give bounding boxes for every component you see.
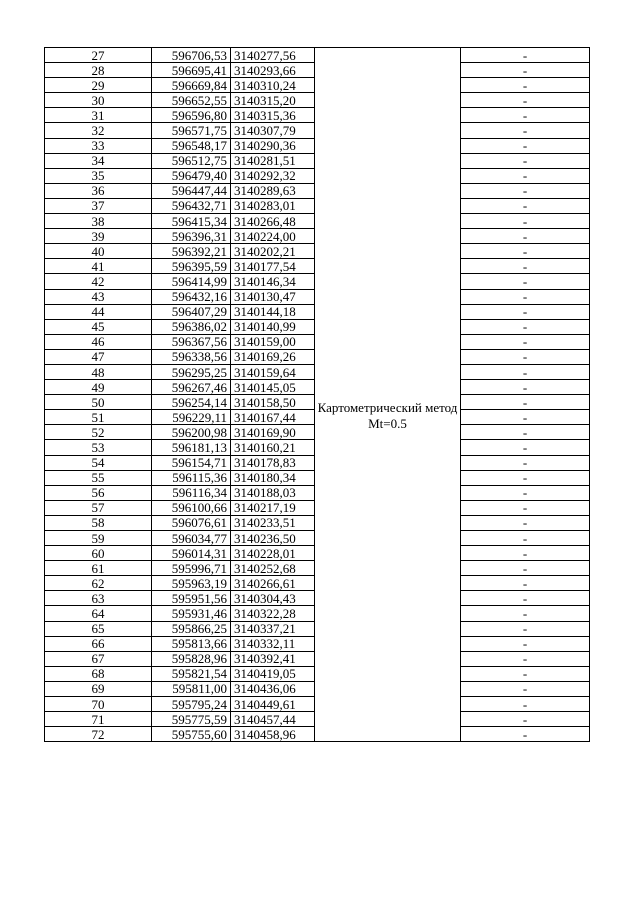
point-number-cell: 70 xyxy=(45,697,152,712)
note-cell: - xyxy=(461,63,590,78)
y-coordinate-cell: 3140224,00 xyxy=(231,229,315,244)
point-number-cell: 71 xyxy=(45,712,152,727)
point-number-cell: 33 xyxy=(45,138,152,153)
y-coordinate-cell: 3140146,34 xyxy=(231,274,315,289)
note-cell: - xyxy=(461,48,590,63)
y-coordinate-cell: 3140281,51 xyxy=(231,153,315,168)
note-cell: - xyxy=(461,334,590,349)
x-coordinate-cell: 595828,96 xyxy=(152,651,231,666)
y-coordinate-cell: 3140419,05 xyxy=(231,666,315,681)
x-coordinate-cell: 596392,21 xyxy=(152,244,231,259)
y-coordinate-cell: 3140236,50 xyxy=(231,531,315,546)
note-cell: - xyxy=(461,153,590,168)
point-number-cell: 40 xyxy=(45,244,152,259)
y-coordinate-cell: 3140228,01 xyxy=(231,546,315,561)
x-coordinate-cell: 596548,17 xyxy=(152,138,231,153)
table-row xyxy=(45,48,590,63)
x-coordinate-cell: 596669,84 xyxy=(152,78,231,93)
note-cell: - xyxy=(461,455,590,470)
x-coordinate-cell: 596447,44 xyxy=(152,183,231,198)
point-number-cell: 47 xyxy=(45,349,152,364)
note-cell: - xyxy=(461,410,590,425)
note-cell: - xyxy=(461,500,590,515)
y-coordinate-cell: 3140283,01 xyxy=(231,198,315,213)
x-coordinate-cell: 596706,53 xyxy=(152,48,231,63)
note-cell: - xyxy=(461,395,590,410)
note-cell: - xyxy=(461,697,590,712)
note-cell: - xyxy=(461,183,590,198)
point-number-cell: 68 xyxy=(45,666,152,681)
note-cell: - xyxy=(461,349,590,364)
point-number-cell: 41 xyxy=(45,259,152,274)
note-cell: - xyxy=(461,304,590,319)
point-number-cell: 38 xyxy=(45,214,152,229)
y-coordinate-cell: 3140130,47 xyxy=(231,289,315,304)
note-cell: - xyxy=(461,380,590,395)
note-cell: - xyxy=(461,531,590,546)
x-coordinate-cell: 596695,41 xyxy=(152,63,231,78)
y-coordinate-cell: 3140202,21 xyxy=(231,244,315,259)
y-coordinate-cell: 3140266,48 xyxy=(231,214,315,229)
y-coordinate-cell: 3140322,28 xyxy=(231,606,315,621)
x-coordinate-cell: 596414,99 xyxy=(152,274,231,289)
y-coordinate-cell: 3140307,79 xyxy=(231,123,315,138)
point-number-cell: 61 xyxy=(45,561,152,576)
point-number-cell: 48 xyxy=(45,364,152,379)
x-coordinate-cell: 596596,80 xyxy=(152,108,231,123)
note-cell: - xyxy=(461,425,590,440)
note-cell: - xyxy=(461,364,590,379)
x-coordinate-cell: 596076,61 xyxy=(152,515,231,530)
x-coordinate-cell: 596396,31 xyxy=(152,229,231,244)
x-coordinate-cell: 596432,16 xyxy=(152,289,231,304)
note-cell: - xyxy=(461,485,590,500)
point-number-cell: 36 xyxy=(45,183,152,198)
method-text: Картометрический метод Mt=0.5 xyxy=(317,400,458,432)
y-coordinate-cell: 3140169,26 xyxy=(231,349,315,364)
x-coordinate-cell: 596432,71 xyxy=(152,198,231,213)
y-coordinate-cell: 3140188,03 xyxy=(231,485,315,500)
note-cell: - xyxy=(461,546,590,561)
note-cell: - xyxy=(461,259,590,274)
x-coordinate-cell: 596254,14 xyxy=(152,395,231,410)
y-coordinate-cell: 3140332,11 xyxy=(231,636,315,651)
x-coordinate-cell: 595963,19 xyxy=(152,576,231,591)
x-coordinate-cell: 596367,56 xyxy=(152,334,231,349)
note-cell: - xyxy=(461,440,590,455)
x-coordinate-cell: 595866,25 xyxy=(152,621,231,636)
note-cell: - xyxy=(461,712,590,727)
x-coordinate-cell: 595931,46 xyxy=(152,606,231,621)
y-coordinate-cell: 3140140,99 xyxy=(231,319,315,334)
note-cell: - xyxy=(461,123,590,138)
y-coordinate-cell: 3140167,44 xyxy=(231,410,315,425)
x-coordinate-cell: 596034,77 xyxy=(152,531,231,546)
y-coordinate-cell: 3140145,05 xyxy=(231,380,315,395)
x-coordinate-cell: 596154,71 xyxy=(152,455,231,470)
note-cell: - xyxy=(461,681,590,696)
x-coordinate-cell: 596415,34 xyxy=(152,214,231,229)
method-cell xyxy=(315,48,461,742)
y-coordinate-cell: 3140392,41 xyxy=(231,651,315,666)
y-coordinate-cell: 3140180,34 xyxy=(231,470,315,485)
x-coordinate-cell: 595755,60 xyxy=(152,727,231,742)
point-number-cell: 58 xyxy=(45,515,152,530)
x-coordinate-cell: 595811,00 xyxy=(152,681,231,696)
x-coordinate-cell: 595821,54 xyxy=(152,666,231,681)
point-number-cell: 31 xyxy=(45,108,152,123)
y-coordinate-cell: 3140304,43 xyxy=(231,591,315,606)
y-coordinate-cell: 3140315,20 xyxy=(231,93,315,108)
note-cell: - xyxy=(461,138,590,153)
point-number-cell: 27 xyxy=(45,48,152,63)
note-cell: - xyxy=(461,515,590,530)
x-coordinate-cell: 596100,66 xyxy=(152,500,231,515)
point-number-cell: 42 xyxy=(45,274,152,289)
x-coordinate-cell: 596115,36 xyxy=(152,470,231,485)
point-number-cell: 51 xyxy=(45,410,152,425)
point-number-cell: 54 xyxy=(45,455,152,470)
point-number-cell: 46 xyxy=(45,334,152,349)
note-cell: - xyxy=(461,319,590,334)
x-coordinate-cell: 596386,02 xyxy=(152,319,231,334)
point-number-cell: 29 xyxy=(45,78,152,93)
note-cell: - xyxy=(461,666,590,681)
y-coordinate-cell: 3140158,50 xyxy=(231,395,315,410)
note-cell: - xyxy=(461,168,590,183)
note-cell: - xyxy=(461,108,590,123)
x-coordinate-cell: 596395,59 xyxy=(152,259,231,274)
point-number-cell: 53 xyxy=(45,440,152,455)
x-coordinate-cell: 595813,66 xyxy=(152,636,231,651)
x-coordinate-cell: 596652,55 xyxy=(152,93,231,108)
point-number-cell: 57 xyxy=(45,500,152,515)
y-coordinate-cell: 3140160,21 xyxy=(231,440,315,455)
x-coordinate-cell: 595996,71 xyxy=(152,561,231,576)
x-coordinate-cell: 596267,46 xyxy=(152,380,231,395)
note-cell: - xyxy=(461,636,590,651)
y-coordinate-cell: 3140266,61 xyxy=(231,576,315,591)
point-number-cell: 62 xyxy=(45,576,152,591)
note-cell: - xyxy=(461,591,590,606)
point-number-cell: 44 xyxy=(45,304,152,319)
x-coordinate-cell: 596200,98 xyxy=(152,425,231,440)
point-number-cell: 66 xyxy=(45,636,152,651)
x-coordinate-cell: 596407,29 xyxy=(152,304,231,319)
x-coordinate-cell: 595775,59 xyxy=(152,712,231,727)
point-number-cell: 56 xyxy=(45,485,152,500)
point-number-cell: 55 xyxy=(45,470,152,485)
y-coordinate-cell: 3140458,96 xyxy=(231,727,315,742)
y-coordinate-cell: 3140337,21 xyxy=(231,621,315,636)
y-coordinate-cell: 3140233,51 xyxy=(231,515,315,530)
y-coordinate-cell: 3140159,64 xyxy=(231,364,315,379)
note-cell: - xyxy=(461,470,590,485)
point-number-cell: 45 xyxy=(45,319,152,334)
point-number-cell: 49 xyxy=(45,380,152,395)
y-coordinate-cell: 3140293,66 xyxy=(231,63,315,78)
point-number-cell: 72 xyxy=(45,727,152,742)
note-cell: - xyxy=(461,289,590,304)
note-cell: - xyxy=(461,78,590,93)
point-number-cell: 37 xyxy=(45,198,152,213)
x-coordinate-cell: 596181,13 xyxy=(152,440,231,455)
coordinates-table xyxy=(44,47,590,742)
point-number-cell: 39 xyxy=(45,229,152,244)
x-coordinate-cell: 596512,75 xyxy=(152,153,231,168)
y-coordinate-cell: 3140159,00 xyxy=(231,334,315,349)
point-number-cell: 50 xyxy=(45,395,152,410)
x-coordinate-cell: 596479,40 xyxy=(152,168,231,183)
point-number-cell: 59 xyxy=(45,531,152,546)
x-coordinate-cell: 596571,75 xyxy=(152,123,231,138)
point-number-cell: 69 xyxy=(45,681,152,696)
y-coordinate-cell: 3140315,36 xyxy=(231,108,315,123)
x-coordinate-cell: 596338,56 xyxy=(152,349,231,364)
point-number-cell: 52 xyxy=(45,425,152,440)
point-number-cell: 28 xyxy=(45,63,152,78)
x-coordinate-cell: 596116,34 xyxy=(152,485,231,500)
note-cell: - xyxy=(461,651,590,666)
note-cell: - xyxy=(461,274,590,289)
note-cell: - xyxy=(461,93,590,108)
point-number-cell: 65 xyxy=(45,621,152,636)
y-coordinate-cell: 3140169,90 xyxy=(231,425,315,440)
y-coordinate-cell: 3140277,56 xyxy=(231,48,315,63)
note-cell: - xyxy=(461,576,590,591)
y-coordinate-cell: 3140178,83 xyxy=(231,455,315,470)
x-coordinate-cell: 596229,11 xyxy=(152,410,231,425)
point-number-cell: 67 xyxy=(45,651,152,666)
coordinates-table-body xyxy=(45,48,590,742)
point-number-cell: 43 xyxy=(45,289,152,304)
point-number-cell: 32 xyxy=(45,123,152,138)
x-coordinate-cell: 596295,25 xyxy=(152,364,231,379)
y-coordinate-cell: 3140177,54 xyxy=(231,259,315,274)
y-coordinate-cell: 3140292,32 xyxy=(231,168,315,183)
note-cell: - xyxy=(461,621,590,636)
note-cell: - xyxy=(461,198,590,213)
point-number-cell: 64 xyxy=(45,606,152,621)
y-coordinate-cell: 3140217,19 xyxy=(231,500,315,515)
y-coordinate-cell: 3140144,18 xyxy=(231,304,315,319)
point-number-cell: 60 xyxy=(45,546,152,561)
point-number-cell: 34 xyxy=(45,153,152,168)
y-coordinate-cell: 3140289,63 xyxy=(231,183,315,198)
note-cell: - xyxy=(461,727,590,742)
y-coordinate-cell: 3140436,06 xyxy=(231,681,315,696)
x-coordinate-cell: 595951,56 xyxy=(152,591,231,606)
y-coordinate-cell: 3140449,61 xyxy=(231,697,315,712)
y-coordinate-cell: 3140290,36 xyxy=(231,138,315,153)
note-cell: - xyxy=(461,606,590,621)
note-cell: - xyxy=(461,561,590,576)
x-coordinate-cell: 595795,24 xyxy=(152,697,231,712)
note-cell: - xyxy=(461,214,590,229)
point-number-cell: 63 xyxy=(45,591,152,606)
point-number-cell: 35 xyxy=(45,168,152,183)
x-coordinate-cell: 596014,31 xyxy=(152,546,231,561)
y-coordinate-cell: 3140310,24 xyxy=(231,78,315,93)
note-cell: - xyxy=(461,229,590,244)
y-coordinate-cell: 3140252,68 xyxy=(231,561,315,576)
note-cell: - xyxy=(461,244,590,259)
point-number-cell: 30 xyxy=(45,93,152,108)
y-coordinate-cell: 3140457,44 xyxy=(231,712,315,727)
